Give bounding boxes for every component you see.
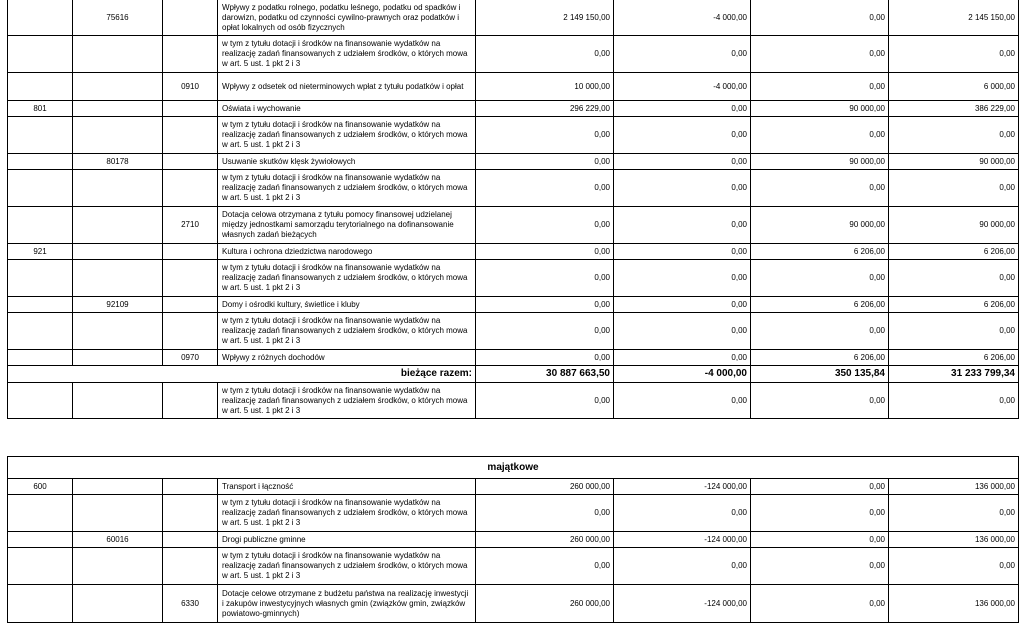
value-after-cell: 0,00 xyxy=(889,548,1019,585)
table-row xyxy=(8,532,1019,548)
total-row xyxy=(8,366,1019,383)
table-row xyxy=(8,117,1019,154)
paragraf-cell xyxy=(163,479,218,495)
description-cell: Usuwanie skutków klęsk żywiołowych xyxy=(218,154,476,170)
value-increase-cell: 6 206,00 xyxy=(751,350,889,366)
empty-cell xyxy=(8,383,73,419)
table-row xyxy=(8,36,1019,73)
description-cell: Wpływy z podatku rolnego, podatku leśnego, podatku od spadków i darowizn, podatku od czynności cywilno-prawnych oraz podatków i opłat lokalnych od osób fizycznych xyxy=(218,0,476,36)
table-row xyxy=(8,297,1019,313)
value-increase-cell: 0,00 xyxy=(751,532,889,548)
value-plan-cell: 10 000,00 xyxy=(476,73,614,101)
value-after-cell: 0,00 xyxy=(889,260,1019,297)
value-after-cell: 136 000,00 xyxy=(889,479,1019,495)
value-after-cell: 136 000,00 xyxy=(889,585,1019,623)
value-after-cell: 90 000,00 xyxy=(889,154,1019,170)
description-cell: Wpływy z różnych dochodów xyxy=(218,350,476,366)
rozdzial-cell xyxy=(73,548,163,585)
value-decrease-cell: 0,00 xyxy=(614,350,751,366)
dzial-cell xyxy=(8,207,73,244)
value-after-cell: 6 206,00 xyxy=(889,244,1019,260)
value-after-cell: 6 206,00 xyxy=(889,350,1019,366)
description-cell: w tym z tytułu dotacji i środków na finansowanie wydatków na realizację zadań finansowanych z udziałem środków, o których mowa w art. 5 ust. 1 pkt 2 i 3 xyxy=(218,36,476,73)
paragraf-cell: 6330 xyxy=(163,585,218,623)
table-row xyxy=(8,260,1019,297)
value-after-cell: 0,00 xyxy=(889,170,1019,207)
description-cell: Kultura i ochrona dziedzictwa narodowego xyxy=(218,244,476,260)
table-row xyxy=(8,313,1019,350)
value-increase-cell: 0,00 xyxy=(751,117,889,154)
value-decrease-cell: 0,00 xyxy=(614,244,751,260)
value-decrease-cell: 0,00 xyxy=(614,548,751,585)
value-increase-cell: 0,00 xyxy=(751,170,889,207)
description-cell: w tym z tytułu dotacji i środków na finansowanie wydatków na realizację zadań finansowanych z udziałem środków, o których mowa w art. 5 ust. 1 pkt 2 i 3 xyxy=(218,170,476,207)
table-row xyxy=(8,154,1019,170)
budget-table-capital xyxy=(7,456,1019,623)
table-row xyxy=(8,350,1019,366)
dzial-cell: 801 xyxy=(8,101,73,117)
value-after-cell: 90 000,00 xyxy=(889,207,1019,244)
table-row xyxy=(8,244,1019,260)
rozdzial-cell xyxy=(73,260,163,297)
description-cell: Dotacja celowa otrzymana z tytułu pomocy finansowej udzielanej między jednostkami samorządu terytorialnego na dofinansowanie własnych zadań bieżących xyxy=(218,207,476,244)
dzial-cell xyxy=(8,73,73,101)
description-cell: Domy i ośrodki kultury, świetlice i kluby xyxy=(218,297,476,313)
dzial-cell xyxy=(8,117,73,154)
dzial-cell xyxy=(8,495,73,532)
dzial-cell: 921 xyxy=(8,244,73,260)
total-value-increase: 350 135,84 xyxy=(751,366,889,383)
value-plan-cell: 0,00 xyxy=(476,495,614,532)
table-row xyxy=(8,207,1019,244)
description-cell: Drogi publiczne gminne xyxy=(218,532,476,548)
description-cell: Wpływy z odsetek od nieterminowych wpłat z tytułu podatków i opłat xyxy=(218,73,476,101)
rozdzial-cell xyxy=(73,73,163,101)
value-decrease-cell: 0,00 xyxy=(614,383,751,419)
value-decrease-cell: 0,00 xyxy=(614,313,751,350)
value-increase-cell: 0,00 xyxy=(751,313,889,350)
value-increase-cell: 0,00 xyxy=(751,383,889,419)
value-after-cell: 0,00 xyxy=(889,383,1019,419)
dzial-cell xyxy=(8,532,73,548)
paragraf-cell xyxy=(163,244,218,260)
rozdzial-cell xyxy=(73,585,163,623)
description-cell: w tym z tytułu dotacji i środków na finansowanie wydatków na realizację zadań finansowanych z udziałem środków, o których mowa w art. 5 ust. 1 pkt 2 i 3 xyxy=(218,313,476,350)
value-decrease-cell: 0,00 xyxy=(614,117,751,154)
dzial-cell xyxy=(8,170,73,207)
paragraf-cell: 2710 xyxy=(163,207,218,244)
dzial-cell xyxy=(8,350,73,366)
paragraf-cell xyxy=(163,170,218,207)
description-cell: Dotacje celowe otrzymane z budżetu państwa na realizację inwestycji i zakupów inwestycyjnych własnych gmin (związków gmin, związków powiatowo-gminnych) xyxy=(218,585,476,623)
paragraf-cell xyxy=(163,0,218,36)
rozdzial-cell xyxy=(73,36,163,73)
rozdzial-cell xyxy=(73,101,163,117)
total-label: bieżące razem: xyxy=(8,366,476,383)
value-plan-cell: 0,00 xyxy=(476,36,614,73)
value-increase-cell: 6 206,00 xyxy=(751,297,889,313)
table-row xyxy=(8,170,1019,207)
value-increase-cell: 0,00 xyxy=(751,73,889,101)
empty-cell xyxy=(163,383,218,419)
value-plan-cell: 0,00 xyxy=(476,207,614,244)
value-after-cell: 136 000,00 xyxy=(889,532,1019,548)
value-decrease-cell: 0,00 xyxy=(614,170,751,207)
value-decrease-cell: -124 000,00 xyxy=(614,479,751,495)
description-cell: w tym z tytułu dotacji i środków na finansowanie wydatków na realizację zadań finansowanych z udziałem środków, o których mowa w art. 5 ust. 1 pkt 2 i 3 xyxy=(218,548,476,585)
table-row xyxy=(8,495,1019,532)
value-plan-cell: 0,00 xyxy=(476,548,614,585)
dzial-cell xyxy=(8,297,73,313)
value-decrease-cell: 0,00 xyxy=(614,495,751,532)
description-cell: w tym z tytułu dotacji i środków na finansowanie wydatków na realizację zadań finansowanych z udziałem środków, o których mowa w art. 5 ust. 1 pkt 2 i 3 xyxy=(218,117,476,154)
table-row xyxy=(8,383,1019,419)
rozdzial-cell xyxy=(73,313,163,350)
value-increase-cell: 0,00 xyxy=(751,260,889,297)
value-decrease-cell: -4 000,00 xyxy=(614,73,751,101)
value-decrease-cell: -124 000,00 xyxy=(614,532,751,548)
value-plan-cell: 0,00 xyxy=(476,297,614,313)
section-header-row xyxy=(8,457,1019,479)
dzial-cell xyxy=(8,313,73,350)
value-plan-cell: 296 229,00 xyxy=(476,101,614,117)
rozdzial-cell xyxy=(73,117,163,154)
paragraf-cell: 0970 xyxy=(163,350,218,366)
rozdzial-cell: 75616 xyxy=(73,0,163,36)
total-value-after: 31 233 799,34 xyxy=(889,366,1019,383)
dzial-cell xyxy=(8,154,73,170)
table-row xyxy=(8,479,1019,495)
value-decrease-cell: -124 000,00 xyxy=(614,585,751,623)
rozdzial-cell: 80178 xyxy=(73,154,163,170)
value-plan-cell: 260 000,00 xyxy=(476,532,614,548)
value-plan-cell: 0,00 xyxy=(476,383,614,419)
value-after-cell: 6 000,00 xyxy=(889,73,1019,101)
rozdzial-cell xyxy=(73,244,163,260)
value-plan-cell: 0,00 xyxy=(476,244,614,260)
value-increase-cell: 6 206,00 xyxy=(751,244,889,260)
value-increase-cell: 0,00 xyxy=(751,36,889,73)
value-increase-cell: 90 000,00 xyxy=(751,207,889,244)
description-cell: Transport i łączność xyxy=(218,479,476,495)
value-increase-cell: 90 000,00 xyxy=(751,154,889,170)
paragraf-cell xyxy=(163,260,218,297)
table-row xyxy=(8,0,1019,36)
value-plan-cell: 0,00 xyxy=(476,313,614,350)
value-plan-cell: 260 000,00 xyxy=(476,479,614,495)
value-after-cell: 0,00 xyxy=(889,495,1019,532)
paragraf-cell xyxy=(163,313,218,350)
paragraf-cell: 0910 xyxy=(163,73,218,101)
paragraf-cell xyxy=(163,297,218,313)
value-decrease-cell: 0,00 xyxy=(614,101,751,117)
value-decrease-cell: 0,00 xyxy=(614,154,751,170)
dzial-cell xyxy=(8,585,73,623)
empty-cell xyxy=(73,383,163,419)
description-cell: w tym z tytułu dotacji i środków na finansowanie wydatków na realizację zadań finansowanych z udziałem środków, o których mowa w art. 5 ust. 1 pkt 2 i 3 xyxy=(218,495,476,532)
value-decrease-cell: 0,00 xyxy=(614,36,751,73)
value-plan-cell: 0,00 xyxy=(476,154,614,170)
value-after-cell: 0,00 xyxy=(889,36,1019,73)
value-after-cell: 6 206,00 xyxy=(889,297,1019,313)
value-after-cell: 386 229,00 xyxy=(889,101,1019,117)
rozdzial-cell: 92109 xyxy=(73,297,163,313)
table-row xyxy=(8,548,1019,585)
budget-table-current xyxy=(7,0,1019,419)
value-increase-cell: 0,00 xyxy=(751,495,889,532)
value-plan-cell: 260 000,00 xyxy=(476,585,614,623)
rozdzial-cell xyxy=(73,207,163,244)
value-increase-cell: 90 000,00 xyxy=(751,101,889,117)
dzial-cell xyxy=(8,260,73,297)
value-decrease-cell: 0,00 xyxy=(614,207,751,244)
value-decrease-cell: -4 000,00 xyxy=(614,0,751,36)
rozdzial-cell xyxy=(73,479,163,495)
value-decrease-cell: 0,00 xyxy=(614,260,751,297)
value-plan-cell: 0,00 xyxy=(476,350,614,366)
rozdzial-cell xyxy=(73,170,163,207)
paragraf-cell xyxy=(163,117,218,154)
total-value-plan: 30 887 663,50 xyxy=(476,366,614,383)
rozdzial-cell: 60016 xyxy=(73,532,163,548)
value-after-cell: 0,00 xyxy=(889,313,1019,350)
dzial-cell xyxy=(8,548,73,585)
value-increase-cell: 0,00 xyxy=(751,479,889,495)
paragraf-cell xyxy=(163,548,218,585)
dzial-cell xyxy=(8,36,73,73)
value-decrease-cell: 0,00 xyxy=(614,297,751,313)
description-cell: w tym z tytułu dotacji i środków na finansowanie wydatków na realizację zadań finansowanych z udziałem środków, o których mowa w art. 5 ust. 1 pkt 2 i 3 xyxy=(218,383,476,419)
paragraf-cell xyxy=(163,154,218,170)
dzial-cell xyxy=(8,0,73,36)
value-plan-cell: 2 149 150,00 xyxy=(476,0,614,36)
dzial-cell: 600 xyxy=(8,479,73,495)
value-plan-cell: 0,00 xyxy=(476,117,614,154)
value-after-cell: 0,00 xyxy=(889,117,1019,154)
description-cell: w tym z tytułu dotacji i środków na finansowanie wydatków na realizację zadań finansowanych z udziałem środków, o których mowa w art. 5 ust. 1 pkt 2 i 3 xyxy=(218,260,476,297)
section-title: majątkowe xyxy=(8,457,1019,479)
table-row xyxy=(8,73,1019,101)
paragraf-cell xyxy=(163,532,218,548)
value-after-cell: 2 145 150,00 xyxy=(889,0,1019,36)
total-value-decrease: -4 000,00 xyxy=(614,366,751,383)
paragraf-cell xyxy=(163,101,218,117)
value-plan-cell: 0,00 xyxy=(476,260,614,297)
value-increase-cell: 0,00 xyxy=(751,0,889,36)
value-plan-cell: 0,00 xyxy=(476,170,614,207)
value-increase-cell: 0,00 xyxy=(751,585,889,623)
paragraf-cell xyxy=(163,36,218,73)
rozdzial-cell xyxy=(73,350,163,366)
description-cell: Oświata i wychowanie xyxy=(218,101,476,117)
value-increase-cell: 0,00 xyxy=(751,548,889,585)
table-row xyxy=(8,585,1019,623)
table-row xyxy=(8,101,1019,117)
paragraf-cell xyxy=(163,495,218,532)
rozdzial-cell xyxy=(73,495,163,532)
